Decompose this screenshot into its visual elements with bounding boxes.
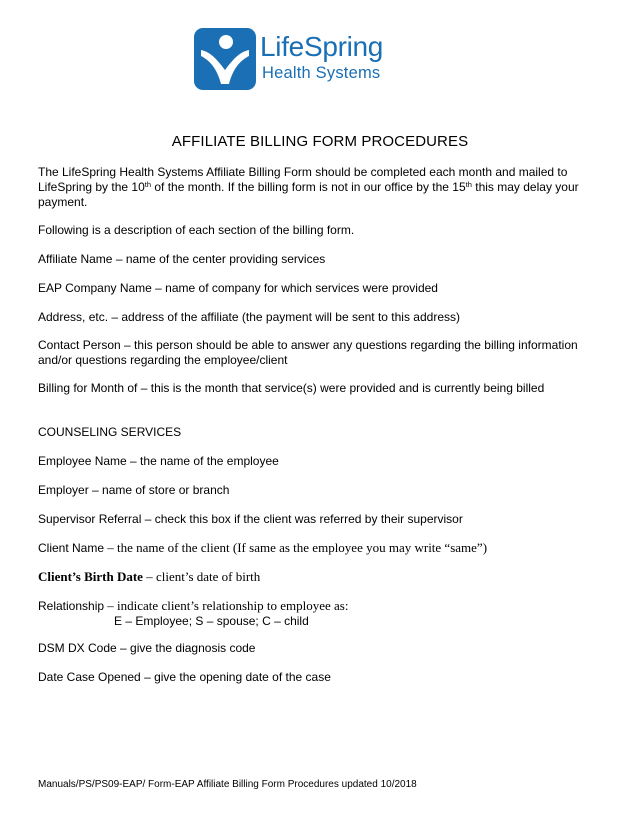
page-footer: Manuals/PS/PS09-EAP/ Form-EAP Affiliate Billing Form Procedures updated 10/2018 — [38, 779, 417, 790]
section-text: – give the diagnosis code — [116, 641, 256, 655]
section-text: – give the opening date of the case — [140, 670, 331, 684]
section-label: Supervisor Referral — [38, 512, 142, 526]
lifespring-logo — [194, 28, 414, 90]
section-text: – the name of the employee — [126, 454, 279, 468]
counseling-employer — [38, 483, 598, 498]
section-billing-month — [38, 381, 598, 396]
relationship-codes: E – Employee; S – spouse; C – child — [114, 614, 309, 628]
counseling-employee-name — [38, 454, 598, 469]
section-text: – the name of the client (If same as the employee you may write “same”) — [104, 540, 488, 555]
lifespring-emblem-icon — [194, 28, 256, 90]
intro-sup-2: th — [465, 180, 472, 189]
section-label: Billing for Month of — [38, 381, 138, 395]
section-text: – indicate client’s relationship to employee as: — [104, 598, 349, 613]
section-label: Affiliate Name — [38, 252, 113, 266]
section-label: Relationship — [38, 599, 105, 613]
section-text: – check this box if the client was referred by their supervisor — [141, 512, 463, 526]
section-label: Employer — [38, 483, 89, 497]
section-label: Client’s Birth Date — [38, 569, 143, 584]
intro-sup-1: th — [144, 180, 152, 189]
section-address — [38, 310, 598, 325]
section-text: – this is the month that service(s) were provided and is currently being billed — [137, 381, 545, 395]
section-text: – name of the center providing services — [112, 252, 326, 266]
logo-subtitle: Health Systems — [262, 64, 381, 82]
section-text: – address of the affiliate (the payment will be sent to this address) — [108, 310, 460, 324]
section-text: – name of company for which services were provided — [151, 281, 438, 295]
section-eap-company — [38, 281, 598, 296]
counseling-supervisor-referral — [38, 512, 598, 527]
section-label: Date Case Opened — [38, 670, 141, 684]
counseling-heading: COUNSELING SERVICES — [38, 425, 182, 439]
section-text: – client’s date of birth — [142, 569, 261, 584]
intro-text-3: this may delay your payment. — [38, 180, 579, 209]
section-label: Client Name — [38, 541, 105, 555]
intro-paragraph — [38, 165, 598, 210]
section-contact-person — [38, 338, 598, 368]
section-text: – name of store or branch — [88, 483, 230, 497]
counseling-date-opened — [38, 670, 598, 685]
intro-text-1: The LifeSpring Health Systems Affiliate Billing Form should be completed each month and mailed to LifeSpring by the 10 — [38, 165, 568, 194]
section-label: Address, etc. — [38, 310, 109, 324]
counseling-relationship — [38, 598, 598, 629]
section-label: EAP Company Name — [38, 281, 152, 295]
counseling-dsm-code — [38, 641, 598, 656]
section-text: – this person should be able to answer any questions regarding the billing information and/or questions regarding the employee/client — [38, 338, 578, 367]
section-affiliate-name — [38, 252, 598, 267]
section-label: DSM DX Code — [38, 641, 117, 655]
intro-text-2: of the month. If the billing form is not in our office by the 15 — [151, 180, 466, 194]
logo-name: LifeSpring — [260, 31, 384, 62]
counseling-birth-date — [38, 569, 598, 585]
counseling-client-name — [38, 540, 598, 556]
description-line: Following is a description of each section of the billing form. — [38, 223, 355, 237]
page-title: AFFILIATE BILLING FORM PROCEDURES — [171, 133, 469, 150]
section-label: Employee Name — [38, 454, 127, 468]
section-label: Contact Person — [38, 338, 121, 352]
